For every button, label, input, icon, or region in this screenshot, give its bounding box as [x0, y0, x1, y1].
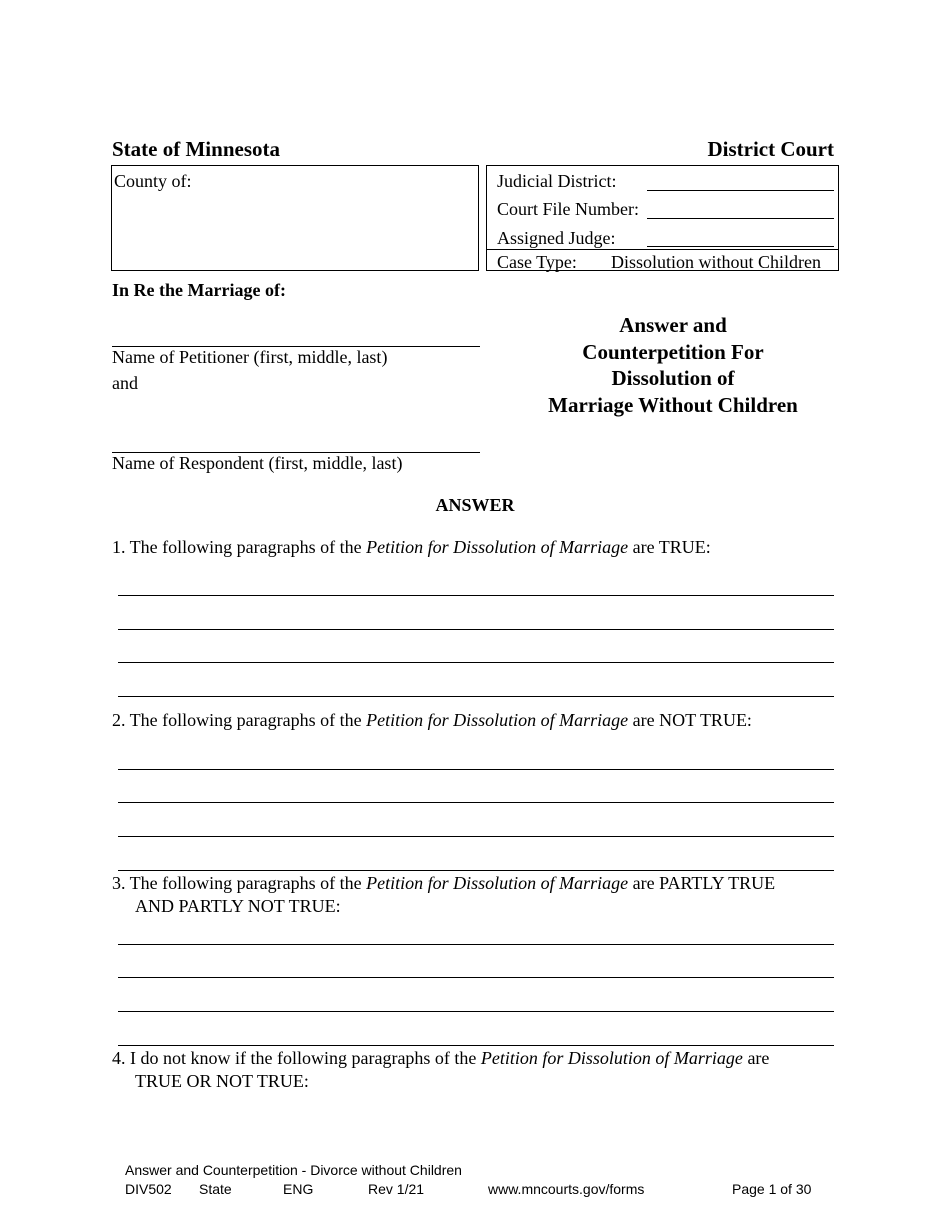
- county-label: County of:: [114, 171, 192, 191]
- item-1-petition-title: Petition for Dissolution of Marriage: [366, 537, 629, 557]
- petitioner-name-label: Name of Petitioner (first, middle, last): [112, 347, 388, 367]
- item-1-answer-line[interactable]: [118, 595, 834, 596]
- title-line: Marriage Without Children: [548, 392, 798, 417]
- item-3-text: 3. The following paragraphs of the: [112, 873, 367, 893]
- footer-jurisdiction: State: [199, 1181, 232, 1197]
- in-re-marriage-label: In Re the Marriage of:: [112, 280, 286, 300]
- court-file-number-field[interactable]: [647, 218, 834, 219]
- state-heading: State of Minnesota: [112, 137, 280, 161]
- case-type-label: Case Type:: [497, 252, 577, 272]
- judicial-district-label: Judicial District:: [497, 171, 617, 191]
- item-4-petition-title: Petition for Dissolution of Marriage: [480, 1048, 743, 1068]
- item-4-text-line-2: TRUE OR NOT TRUE:: [135, 1071, 309, 1091]
- item-3-answer-line[interactable]: [118, 944, 834, 945]
- footer-language: ENG: [283, 1181, 314, 1197]
- footer-form-title: Answer and Counterpetition - Divorce without Children: [125, 1162, 462, 1178]
- item-3-answer-line[interactable]: [118, 1011, 834, 1012]
- item-2-text-end: are NOT TRUE:: [628, 710, 752, 730]
- item-3-petition-title: Petition for Dissolution of Marriage: [366, 873, 629, 893]
- answer-heading: ANSWER: [435, 495, 515, 515]
- item-2-answer-line[interactable]: [118, 802, 834, 803]
- footer-url: www.mncourts.gov/forms: [488, 1181, 645, 1197]
- item-2-text: 2. The following paragraphs of the: [112, 710, 367, 730]
- and-text: and: [112, 373, 138, 393]
- item-3-text-end: are PARTLY TRUE: [628, 873, 776, 893]
- item-1-answer-line[interactable]: [118, 629, 834, 630]
- answer-item-1: [112, 536, 711, 558]
- footer-form-code: DIV502: [125, 1181, 172, 1197]
- item-3-answer-line[interactable]: [118, 977, 834, 978]
- footer-page-number: Page 1 of 30: [732, 1181, 812, 1197]
- title-line: Counterpetition For: [582, 339, 764, 364]
- item-1-answer-line[interactable]: [118, 662, 834, 663]
- item-1-text-end: are TRUE:: [628, 537, 711, 557]
- case-info-box: [486, 165, 839, 271]
- county-box: [111, 165, 479, 271]
- item-4-text: 4. I do not know if the following paragraphs of the: [112, 1048, 481, 1068]
- assigned-judge-label: Assigned Judge:: [497, 228, 616, 248]
- item-3-answer-line[interactable]: [118, 1045, 834, 1046]
- item-2-answer-line[interactable]: [118, 836, 834, 837]
- answer-item-4: [112, 1047, 769, 1069]
- item-4-text-end: are: [742, 1048, 770, 1068]
- respondent-name-label: Name of Respondent (first, middle, last): [112, 453, 403, 473]
- item-2-petition-title: Petition for Dissolution of Marriage: [366, 710, 629, 730]
- footer-revision: Rev 1/21: [368, 1181, 425, 1197]
- document-title: [508, 312, 838, 418]
- item-2-answer-line[interactable]: [118, 769, 834, 770]
- title-line: Dissolution of: [611, 366, 735, 390]
- item-2-answer-line[interactable]: [118, 870, 834, 871]
- answer-item-3: [112, 872, 775, 894]
- case-type-value: Dissolution without Children: [611, 252, 822, 272]
- answer-item-2: [112, 709, 752, 731]
- item-1-answer-line[interactable]: [118, 696, 834, 697]
- item-1-text: 1. The following paragraphs of the: [112, 537, 367, 557]
- item-3-text-line-2: AND PARTLY NOT TRUE:: [135, 896, 341, 916]
- court-file-number-label: Court File Number:: [497, 199, 639, 219]
- case-type-divider: [487, 249, 838, 250]
- judicial-district-field[interactable]: [647, 190, 834, 191]
- court-heading: District Court: [707, 137, 834, 161]
- assigned-judge-field[interactable]: [647, 246, 834, 247]
- title-line: Answer and: [619, 313, 727, 337]
